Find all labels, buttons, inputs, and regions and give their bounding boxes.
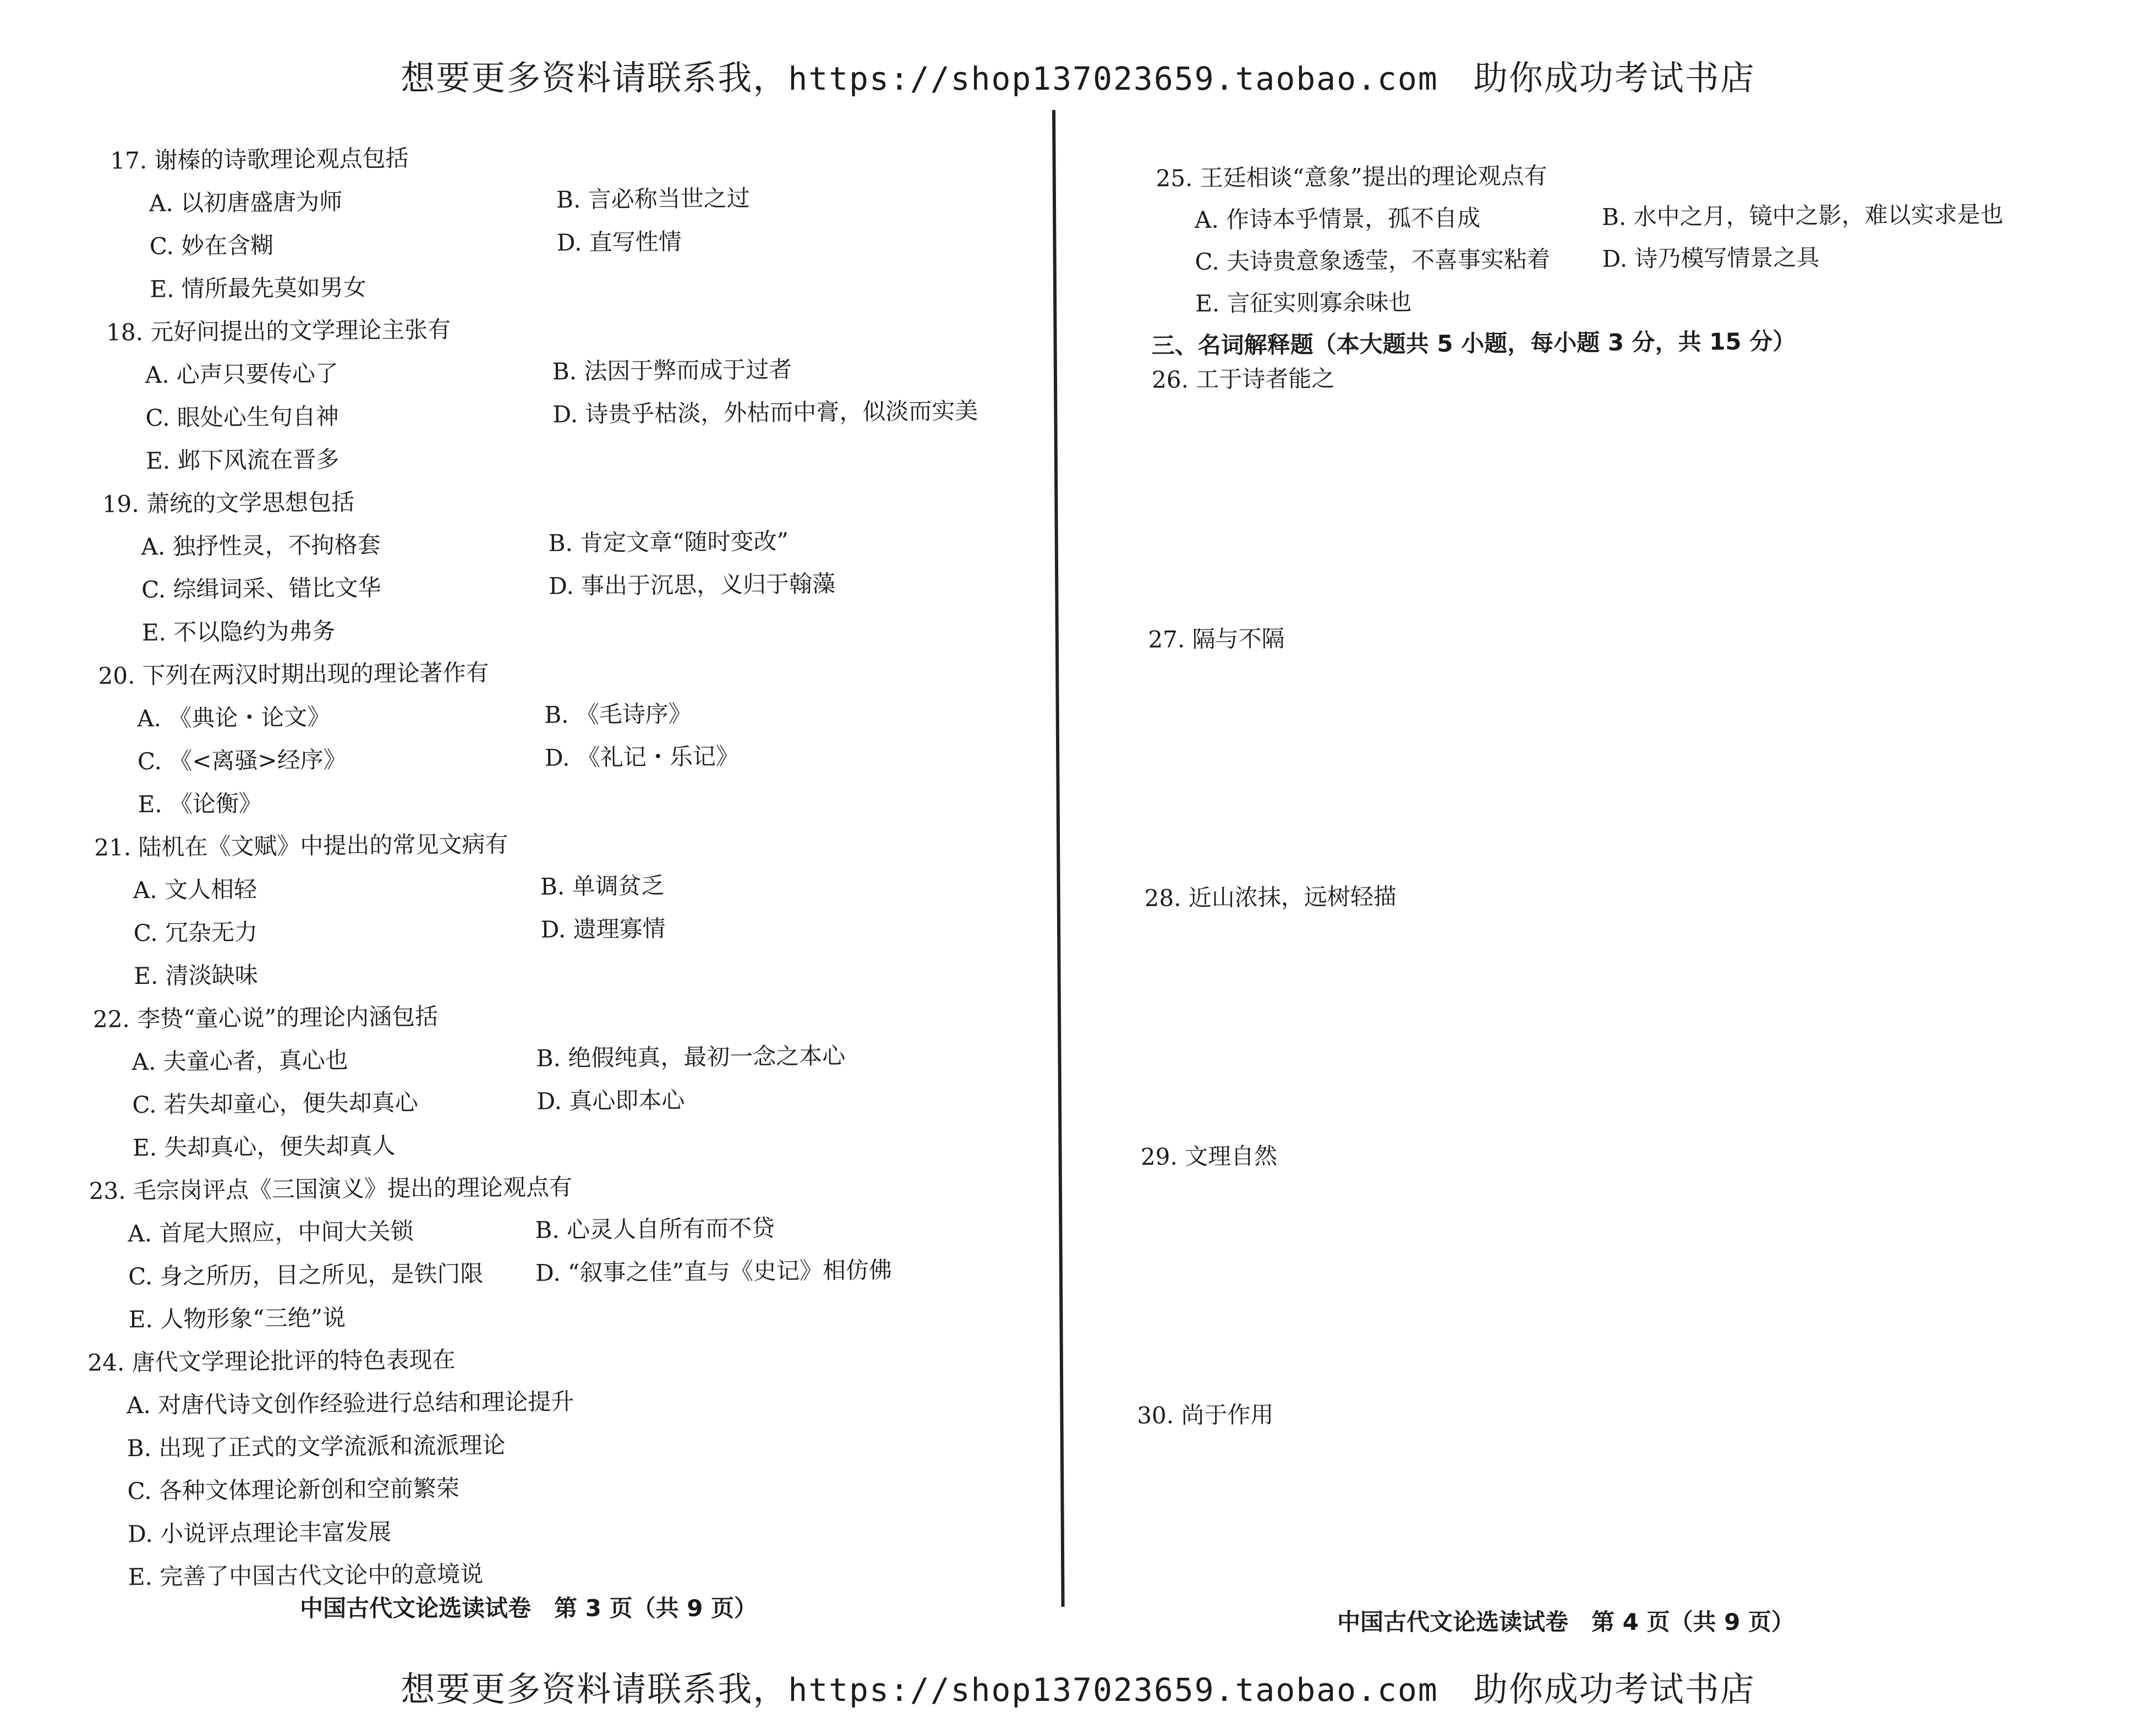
question-title: 22. 李贽“童心说”的理论内涵包括: [92, 1003, 439, 1033]
option: A. 文人相轻: [133, 875, 258, 904]
option: E. 人物形象“三绝”说: [128, 1304, 346, 1333]
question-title: 25. 王廷相谈“意象”提出的理论观点有: [1156, 162, 1547, 192]
option: C. 各种文体理论新创和空前繁荣: [127, 1475, 460, 1505]
option: D. 遗理寡情: [540, 915, 666, 943]
option: B. 《毛诗序》: [544, 700, 692, 729]
left-page: [77, 129, 1046, 1591]
option: A. 对唐代诗文创作经验进行总结和理论提升: [126, 1388, 574, 1419]
option: E. 情所最先莫如男女: [150, 273, 366, 303]
option: D. 诗贵乎枯淡，外枯而中膏，似淡而实美: [552, 397, 978, 428]
option: E. 完善了中国古代文论中的意境说: [128, 1560, 484, 1591]
option: D. 事出于沉思，义归于翰藻: [548, 570, 836, 600]
option: A. 首尾大照应，中间大关锁: [128, 1217, 414, 1247]
option: B. 法因于弊而成于过者: [552, 355, 792, 385]
option: C. 身之所历，目之所见，是铁门限: [128, 1260, 484, 1290]
option: E. 《论衡》: [138, 790, 262, 818]
banner-shop: 助你成功考试书店: [1473, 1669, 1755, 1709]
right-page: [1117, 131, 2086, 1429]
option: C. 妙在含糊: [149, 231, 274, 260]
option: C. 若失却童心，便失却真心: [132, 1088, 418, 1119]
option: E. 言征实则寡余味也: [1195, 288, 1412, 318]
option: D. “叙事之佳”直与《史记》相仿佛: [535, 1256, 893, 1287]
option: B. 心灵人自所有而不贷: [535, 1214, 775, 1244]
option: E. 邺下风流在晋多: [145, 445, 340, 474]
question-title: 20. 下列在两汉时期出现的理论著作有: [98, 659, 489, 689]
question-title: 18. 元好问提出的文学理论主张有: [106, 316, 451, 346]
banner-url: https://shop137023659.taobao.com: [788, 1671, 1438, 1709]
option: B. 水中之月，镜中之影，难以实求是也: [1601, 200, 2004, 231]
top-banner: [0, 51, 2156, 100]
option: B. 绝假纯真，最初一念之本心: [536, 1042, 846, 1072]
page-footer-right: 中国古代文论选读试卷 第 4 页（共 9 页）: [1337, 1608, 1794, 1635]
option: C. 综缉词采、错比文华: [141, 574, 381, 604]
term-question: 27. 隔与不隔: [1148, 625, 1285, 653]
page-footer-left: 中国古代文论选读试卷 第 3 页（共 9 页）: [300, 1595, 757, 1622]
page-divider: [1052, 110, 1065, 1607]
option: D. 诗乃模写情景之具: [1602, 244, 1820, 272]
option: B. 言必称当世之过: [556, 184, 750, 214]
question-title: 19. 萧统的文学思想包括: [102, 488, 355, 518]
term-question: 29. 文理自然: [1140, 1142, 1278, 1170]
option: C. 眼处心生句自神: [145, 402, 339, 431]
section-title: 三、名词解释题（本大题共 5 小题，每小题 3 分，共 15 分）: [1151, 327, 1796, 359]
term-question: 26. 工于诗者能之: [1151, 365, 1335, 393]
option: A. 独抒性灵，不拘格套: [141, 531, 381, 561]
option: C. 《<离骚>经序》: [137, 746, 347, 775]
question-title: 23. 毛宗岗评点《三国演义》提出的理论观点有: [89, 1173, 573, 1205]
option: C. 冗杂无力: [133, 918, 258, 947]
term-question: 30. 尚于作用: [1137, 1401, 1274, 1429]
option: E. 不以隐约为弗务: [141, 617, 336, 647]
option: B. 单调贫乏: [540, 872, 665, 900]
option: A. 以初唐盛唐为师: [149, 188, 343, 217]
banner-shop: 助你成功考试书店: [1473, 58, 1755, 98]
option: D. 直写性情: [556, 228, 682, 256]
option: A. 心声只要传心了: [145, 359, 339, 388]
question-title: 24. 唐代文学理论批评的特色表现在: [87, 1346, 456, 1376]
option: D. 真心即本心: [537, 1086, 685, 1115]
option: D. 《礼记・乐记》: [544, 742, 739, 771]
question-title: 21. 陆机在《文赋》中提出的常见文病有: [94, 830, 508, 861]
option: D. 小说评点理论丰富发展: [127, 1518, 392, 1548]
option: B. 出现了正式的文学流派和流派理论: [127, 1431, 506, 1462]
option: E. 失却真心，便失却真人: [132, 1132, 396, 1162]
option: E. 清淡缺味: [134, 961, 258, 990]
option: B. 肯定文章“随时变改”: [548, 527, 789, 557]
option: C. 夫诗贵意象透莹，不喜事实粘着: [1195, 245, 1551, 276]
option: A. 夫童心者，真心也: [132, 1046, 348, 1076]
banner-text: 想要更多资料请联系我，: [401, 58, 789, 98]
term-question: 28. 近山浓抹，远树轻描: [1144, 883, 1397, 912]
option: A. 《典论・论文》: [137, 703, 331, 732]
bottom-banner: [0, 1662, 2156, 1711]
question-title: 17. 谢榛的诗歌理论观点包括: [110, 144, 409, 174]
option: A. 作诗本乎情景，孤不自成: [1194, 204, 1481, 234]
banner-url: https://shop137023659.taobao.com: [788, 60, 1438, 97]
banner-text: 想要更多资料请联系我，: [401, 1669, 789, 1709]
